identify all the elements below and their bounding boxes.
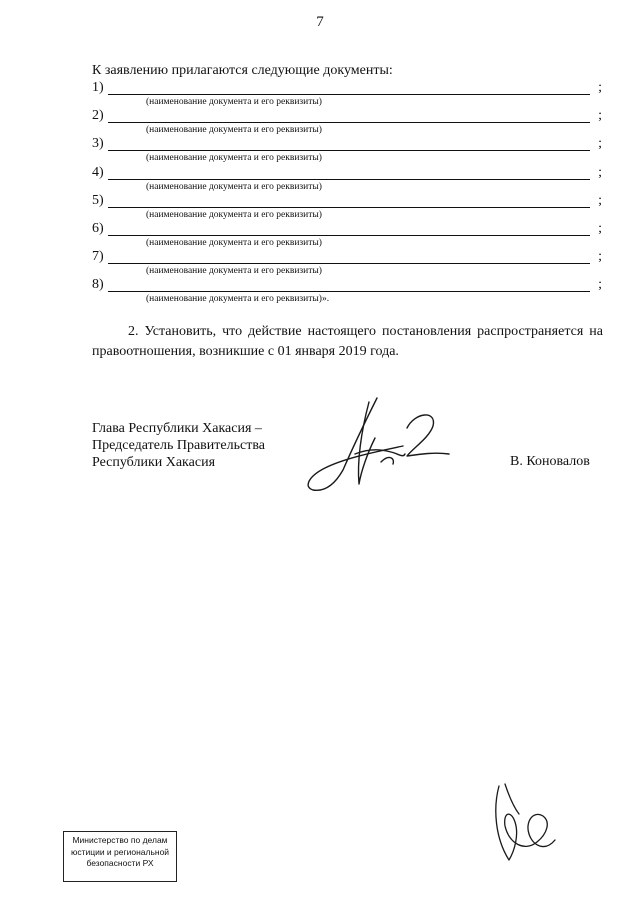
signatory-title-line: Председатель Правительства [92,438,265,453]
page-number: 7 [316,14,324,30]
handwritten-signature [295,392,455,502]
attachment-end: ; [598,277,602,292]
signatory-title [92,420,265,471]
attachment-end: ; [598,221,602,236]
attachment-caption: (наименование документа и его реквизиты)». [146,294,330,304]
attachment-caption: (наименование документа и его реквизиты) [146,182,322,192]
attachment-end: ; [598,136,602,151]
attachment-item [92,80,602,108]
attachment-caption: (наименование документа и его реквизиты) [146,266,322,276]
attachment-item [92,108,602,136]
attachment-end: ; [598,193,602,208]
attachment-number: 4) [92,165,104,180]
attachments-intro: К заявлению прилагаются следующие документы: [92,63,393,78]
attachment-number: 8) [92,277,104,292]
attachment-item [92,165,602,193]
attachment-item [92,277,602,305]
attachment-number: 2) [92,108,104,123]
attachment-number: 5) [92,193,104,208]
attachment-caption: (наименование документа и его реквизиты) [146,97,322,107]
attachment-item [92,249,602,277]
stamp-line: Министерство по делам [72,835,168,845]
attachment-blank-line [108,263,590,264]
attachment-item [92,136,602,164]
attachment-item [92,193,602,221]
attachment-blank-line [108,122,590,123]
attachment-caption: (наименование документа и его реквизиты) [146,125,322,135]
signatory-name: В. Коновалов [510,454,590,469]
stamp-line: безопасности РХ [86,858,154,868]
attachment-blank-line [108,207,590,208]
attachment-caption: (наименование документа и его реквизиты) [146,210,322,220]
attachment-end: ; [598,165,602,180]
registration-stamp [63,831,177,882]
attachment-item [92,221,602,249]
attachment-blank-line [108,150,590,151]
handwritten-initials [485,778,560,868]
resolution-paragraph: 2. Установить, что действие настоящего постановления распространяется на правоотношения, возникшие с 01 января 2019 года. [92,324,603,359]
attachment-caption: (наименование документа и его реквизиты) [146,153,322,163]
attachment-blank-line [108,179,590,180]
attachment-blank-line [108,235,590,236]
signatory-title-line: Республики Хакасия [92,455,216,470]
stamp-line: юстиции и региональной [70,846,170,857]
attachment-number: 7) [92,249,104,264]
attachment-end: ; [598,108,602,123]
attachment-end: ; [598,80,602,95]
attachment-number: 6) [92,221,104,236]
attachment-end: ; [598,249,602,264]
attachment-blank-line [108,94,590,95]
attachment-blank-line [108,291,590,292]
attachment-number: 1) [92,80,104,95]
attachment-caption: (наименование документа и его реквизиты) [146,238,322,248]
attachment-number: 3) [92,136,104,151]
signatory-title-line: Глава Республики Хакасия – [92,421,262,436]
